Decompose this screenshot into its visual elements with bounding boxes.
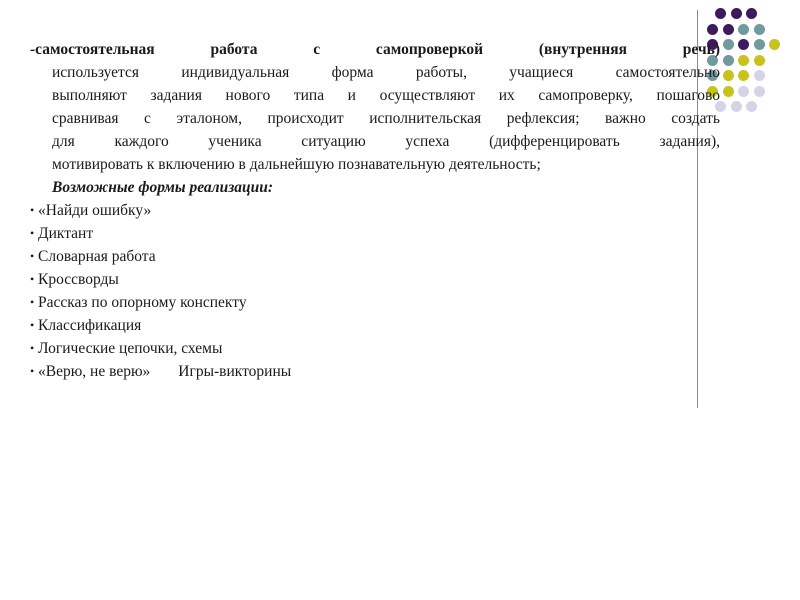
paragraph-line: мотивировать к включению в дальнейшую познавательную деятельность; bbox=[52, 156, 541, 173]
list-item-label: Рассказ по опорному конспекту bbox=[38, 294, 247, 311]
paragraph-line: для каждого ученика ситуацию успеха (дифференцировать задания), bbox=[52, 133, 720, 150]
list-item bbox=[30, 268, 720, 291]
list-item bbox=[30, 360, 720, 383]
purple-dot bbox=[731, 8, 742, 19]
teal-dot bbox=[723, 39, 734, 50]
teal-dot bbox=[738, 24, 749, 35]
lavender-dot bbox=[746, 101, 757, 112]
purple-dot bbox=[715, 8, 726, 19]
olive-dot bbox=[754, 55, 765, 66]
teal-dot bbox=[723, 55, 734, 66]
list-item bbox=[30, 245, 720, 268]
olive-dot bbox=[723, 86, 734, 97]
list-item-label: Словарная работа bbox=[38, 248, 156, 265]
list-item-label: Логические цепочки, схемы bbox=[38, 340, 223, 357]
list-item bbox=[30, 291, 720, 314]
olive-dot bbox=[738, 55, 749, 66]
list-item bbox=[30, 199, 720, 222]
list-item-extra: Игры-викторины bbox=[178, 363, 292, 380]
slide-content bbox=[30, 38, 720, 383]
lavender-dot bbox=[754, 86, 765, 97]
list-item bbox=[30, 337, 720, 360]
forms-list bbox=[30, 199, 720, 383]
paragraph-line: выполняют задания нового типа и осуществляют их самопроверку, пошагово bbox=[52, 87, 720, 104]
paragraph-line: используется индивидуальная форма работы, учащиеся самостоятельно bbox=[52, 64, 720, 81]
list-item-label: «Верю, не верю» bbox=[38, 363, 151, 380]
olive-dot bbox=[723, 70, 734, 81]
purple-dot bbox=[707, 24, 718, 35]
main-paragraph bbox=[30, 38, 720, 176]
lavender-dot bbox=[738, 86, 749, 97]
olive-dot bbox=[738, 70, 749, 81]
teal-dot bbox=[754, 24, 765, 35]
decorative-dot-grid bbox=[707, 8, 800, 133]
paragraph-line: -самостоятельная работа с самопроверкой (внутренняя речь) bbox=[30, 41, 720, 58]
list-item bbox=[30, 222, 720, 245]
list-item-label: Диктант bbox=[38, 225, 94, 242]
lavender-dot bbox=[731, 101, 742, 112]
list-item bbox=[30, 314, 720, 337]
purple-dot bbox=[738, 39, 749, 50]
olive-dot bbox=[769, 39, 780, 50]
list-item-label: Классификация bbox=[38, 317, 142, 334]
purple-dot bbox=[723, 24, 734, 35]
lavender-dot bbox=[754, 70, 765, 81]
list-item-label: «Найди ошибку» bbox=[38, 202, 152, 219]
forms-heading: Возможные формы реализации: bbox=[52, 179, 274, 196]
purple-dot bbox=[746, 8, 757, 19]
list-item-label: Кроссворды bbox=[38, 271, 119, 288]
teal-dot bbox=[754, 39, 765, 50]
paragraph-line: сравнивая с эталоном, происходит исполнительская рефлексия; важно создать bbox=[52, 110, 720, 127]
